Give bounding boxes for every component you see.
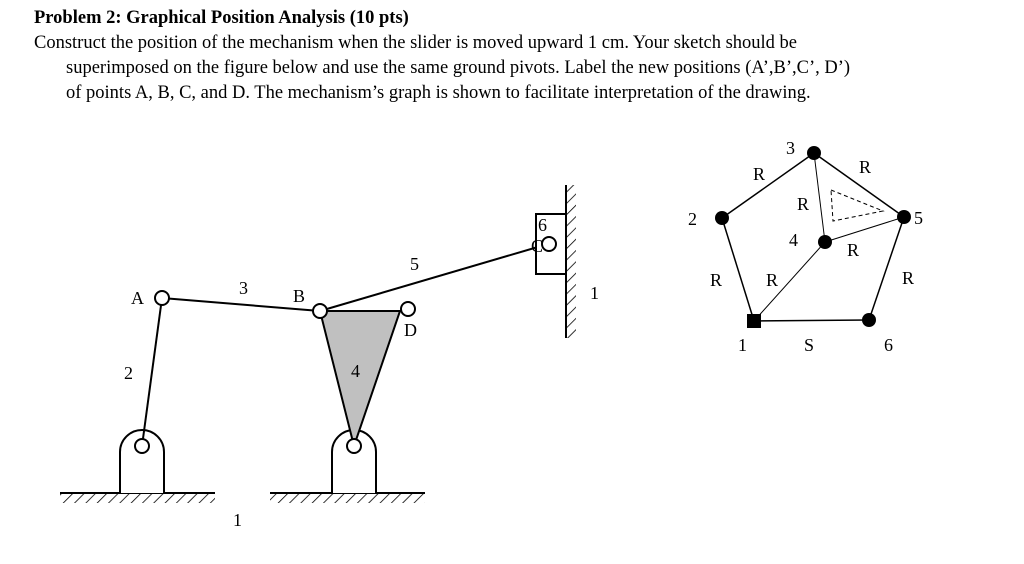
graph-ternary-indicator xyxy=(831,190,883,221)
graph-node-3 xyxy=(807,146,821,160)
graph-node-6 xyxy=(862,313,876,327)
graph-edge-label-2-3: R xyxy=(753,164,766,184)
label-link-4: 4 xyxy=(351,361,360,381)
joint-c xyxy=(542,237,556,251)
pivot-o2 xyxy=(135,439,149,453)
mechanism-graph xyxy=(688,138,923,355)
graph-edge-label-3-4: R xyxy=(797,194,810,214)
link-2 xyxy=(142,298,162,446)
problem-line-2: superimposed on the figure below and use the same ground pivots. Label the new positions (A’,B’,C’, D’) xyxy=(66,58,851,78)
label-link-2: 2 xyxy=(124,363,133,383)
joint-d xyxy=(401,302,415,316)
label-a: A xyxy=(131,288,144,308)
graph-edge-label-5-6: R xyxy=(902,268,915,288)
graph-node-label-2: 2 xyxy=(688,209,697,229)
problem-line-1: Construct the position of the mechanism when the slider is moved upward 1 cm. Your sketch should be xyxy=(34,33,798,53)
label-c: C xyxy=(531,236,544,256)
label-slider-6: 6 xyxy=(538,215,547,235)
ground-right xyxy=(270,493,425,503)
graph-edge-5-6 xyxy=(869,217,904,320)
joint-a xyxy=(155,291,169,305)
problem-title: Problem 2: Graphical Position Analysis (10 pts) xyxy=(34,8,409,28)
graph-node-1-ground xyxy=(747,314,761,328)
graph-node-label-1: 1 xyxy=(738,335,747,355)
graph-node-label-6: 6 xyxy=(884,335,893,355)
graph-edge-1-6 xyxy=(754,320,869,321)
graph-node-2 xyxy=(715,211,729,225)
graph-node-5 xyxy=(897,210,911,224)
graph-edge-label-4-5: R xyxy=(847,240,860,260)
problem-line-3: of points A, B, C, and D. The mechanism’s graph is shown to facilitate interpretation of the drawing. xyxy=(66,83,811,103)
ground-left xyxy=(60,493,215,503)
label-ground: 1 xyxy=(233,510,242,530)
graph-node-label-4: 4 xyxy=(789,230,798,250)
graph-edge-label-1-2: R xyxy=(710,270,723,290)
link-5 xyxy=(320,244,548,311)
label-ground-wall: 1 xyxy=(590,283,599,303)
graph-edge-label-1-6: S xyxy=(804,335,815,355)
mechanism-diagram xyxy=(60,185,576,503)
graph-edge-3-4 xyxy=(814,153,825,242)
graph-edge-label-3-5: R xyxy=(859,157,872,177)
graph-edge-4-5 xyxy=(825,217,904,242)
label-link-3: 3 xyxy=(239,278,248,298)
slider-wall xyxy=(566,185,576,338)
graph-node-4 xyxy=(818,235,832,249)
joint-b xyxy=(313,304,327,318)
graph-node-label-3: 3 xyxy=(786,138,795,158)
label-link-5: 5 xyxy=(410,254,419,274)
ternary-link-4 xyxy=(320,311,400,446)
graph-edge-1-2 xyxy=(722,218,754,321)
label-d: D xyxy=(404,320,417,340)
graph-node-label-5: 5 xyxy=(914,208,923,228)
graph-edge-1-4 xyxy=(754,242,825,321)
label-b: B xyxy=(293,286,306,306)
graph-edge-label-1-4: R xyxy=(766,270,779,290)
pivot-o4 xyxy=(347,439,361,453)
